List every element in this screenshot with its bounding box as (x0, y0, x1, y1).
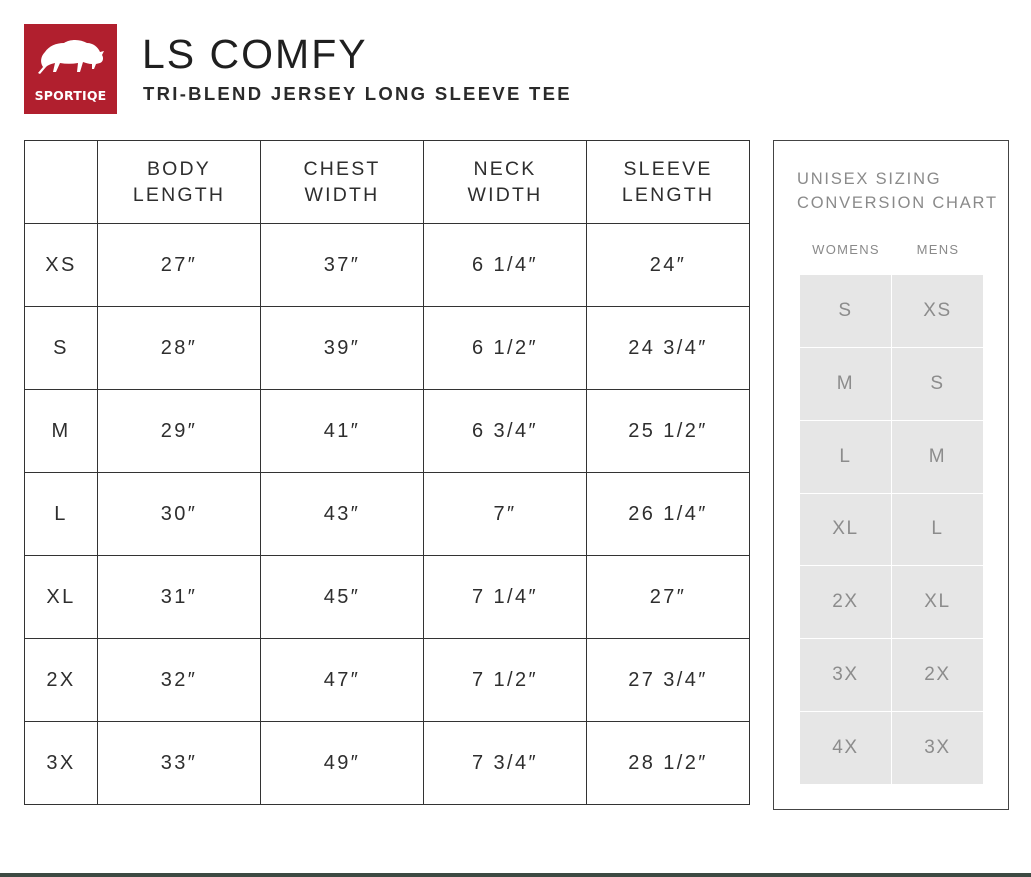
womens-size-cell: S (800, 275, 892, 348)
neck-width-cell: 7″ (424, 473, 587, 556)
mens-size-cell: S (892, 348, 984, 421)
womens-size-cell: L (800, 421, 892, 494)
sleeve-length-cell: 28 1/2″ (587, 722, 750, 805)
chest-width-cell: 41″ (261, 390, 424, 473)
size-label: S (25, 307, 98, 390)
mens-size-cell: M (892, 421, 984, 494)
body-length-cell: 30″ (98, 473, 261, 556)
neck-width-cell: 6 1/2″ (424, 307, 587, 390)
header-sleeve-length (587, 141, 750, 224)
womens-size-cell: 3X (800, 639, 892, 712)
brand-name: SPORTIQE (34, 88, 107, 103)
mens-size-cell: XS (892, 275, 984, 348)
sleeve-length-cell: 26 1/4″ (587, 473, 750, 556)
neck-width-cell: 6 1/4″ (424, 224, 587, 307)
neck-width-cell: 7 1/4″ (424, 556, 587, 639)
neck-width-cell: 6 3/4″ (424, 390, 587, 473)
size-label: XS (25, 224, 98, 307)
sleeve-length-cell: 25 1/2″ (587, 390, 750, 473)
sleeve-length-cell: 24 3/4″ (587, 307, 750, 390)
body-length-cell: 28″ (98, 307, 261, 390)
table-row (25, 556, 750, 639)
sleeve-length-cell: 27″ (587, 556, 750, 639)
chest-width-cell: 49″ (261, 722, 424, 805)
womens-column-header: WOMENS (812, 242, 880, 257)
header-line: CHEST (303, 158, 381, 180)
header-line: WIDTH (304, 184, 380, 206)
product-subtitle: TRI-BLEND JERSEY LONG SLEEVE TEE (143, 83, 572, 104)
mens-size-cell: 3X (892, 712, 984, 785)
product-title: LS COMFY (142, 31, 368, 77)
mens-size-cell: L (892, 494, 984, 567)
size-label: 3X (25, 722, 98, 805)
mens-size-cell: 2X (892, 639, 984, 712)
table-row (25, 307, 750, 390)
womens-size-cell: M (800, 348, 892, 421)
size-label: L (25, 473, 98, 556)
size-label: XL (25, 556, 98, 639)
header-chest-width (261, 141, 424, 224)
table-row (25, 722, 750, 805)
womens-size-cell: 4X (800, 712, 892, 785)
header-line: NECK (473, 158, 537, 180)
mens-size-cell: XL (892, 566, 984, 639)
body-length-cell: 32″ (98, 639, 261, 722)
header-line: SLEEVE (623, 158, 713, 180)
sleeve-length-cell: 27 3/4″ (587, 639, 750, 722)
table-row (25, 224, 750, 307)
size-table (24, 140, 750, 805)
body-length-cell: 29″ (98, 390, 261, 473)
conversion-title (797, 167, 998, 215)
bison-icon (34, 34, 107, 84)
bottom-divider (0, 873, 1031, 877)
header-line: LENGTH (621, 184, 715, 206)
size-table-header-row (25, 141, 750, 224)
neck-width-cell: 7 1/2″ (424, 639, 587, 722)
womens-size-cell: XL (800, 494, 892, 567)
conversion-grid (800, 275, 984, 785)
header-line: BODY (146, 158, 212, 180)
brand-logo (24, 24, 117, 114)
mens-column-header: MENS (916, 242, 960, 257)
sleeve-length-cell: 24″ (587, 224, 750, 307)
body-length-cell: 31″ (98, 556, 261, 639)
size-label: M (25, 390, 98, 473)
table-row (25, 473, 750, 556)
table-row (25, 390, 750, 473)
chest-width-cell: 37″ (261, 224, 424, 307)
body-length-cell: 27″ (98, 224, 261, 307)
conversion-title-line: CONVERSION CHART (797, 194, 998, 212)
neck-width-cell: 7 3/4″ (424, 722, 587, 805)
size-label: 2X (25, 639, 98, 722)
womens-size-cell: 2X (800, 566, 892, 639)
header-body-length (98, 141, 261, 224)
chest-width-cell: 39″ (261, 307, 424, 390)
header-line: WIDTH (467, 184, 543, 206)
chest-width-cell: 45″ (261, 556, 424, 639)
chest-width-cell: 43″ (261, 473, 424, 556)
header-line: LENGTH (132, 184, 226, 206)
conversion-title-line: UNISEX SIZING (797, 170, 942, 188)
chest-width-cell: 47″ (261, 639, 424, 722)
header-neck-width (424, 141, 587, 224)
body-length-cell: 33″ (98, 722, 261, 805)
size-header-corner (25, 141, 98, 224)
conversion-chart (773, 140, 1009, 810)
table-row (25, 639, 750, 722)
